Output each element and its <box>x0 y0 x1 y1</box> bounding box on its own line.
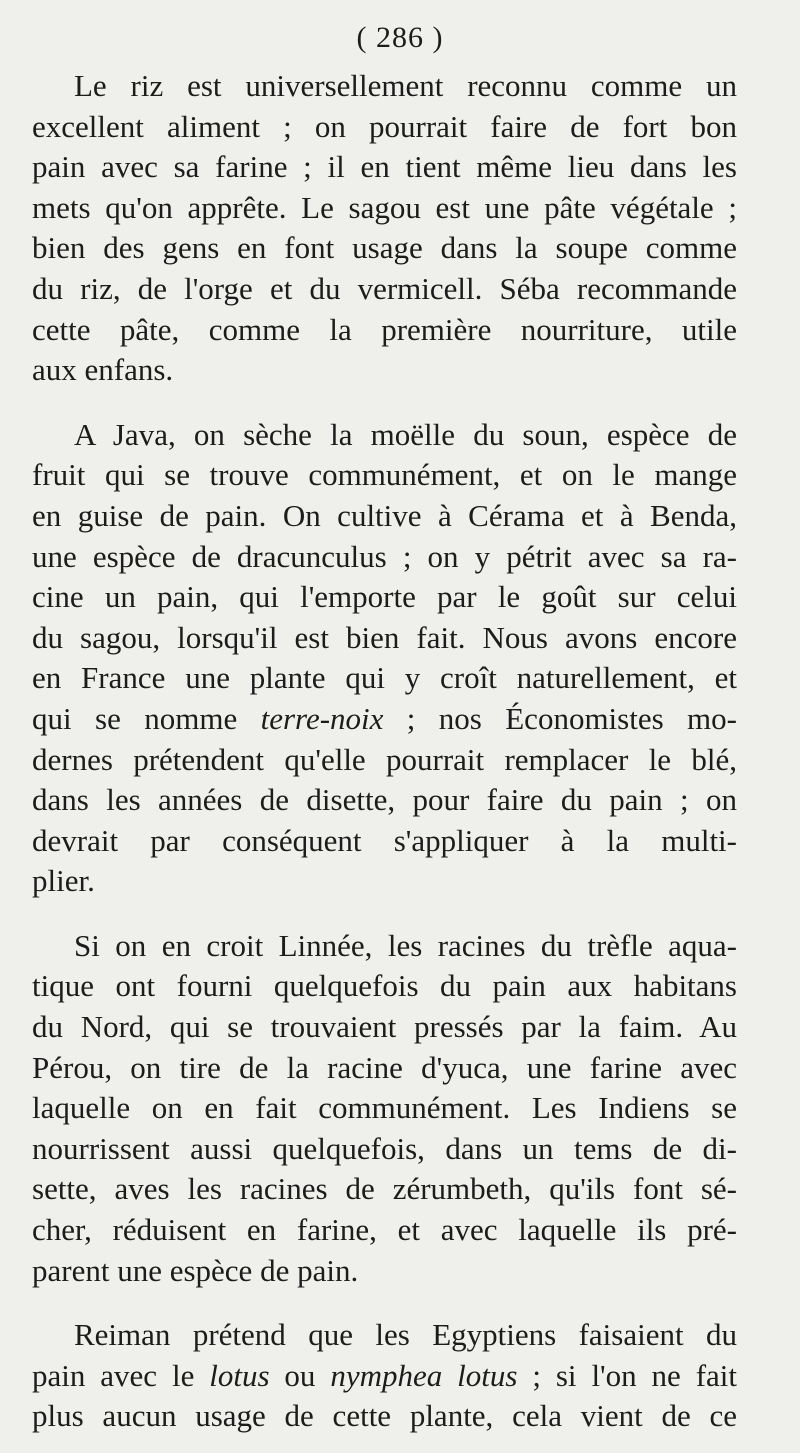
text-line: laquelle on en fait communément. Les Indiens se <box>32 1090 737 1126</box>
text-line <box>32 1356 737 1397</box>
page-number: ( 286 ) <box>356 21 444 54</box>
text-line: nourrissent aussi quelquefois, dans un tems de di- <box>32 1130 737 1166</box>
text-line: sette, aves les racines de zérumbeth, qu'ils font sé- <box>32 1171 737 1207</box>
text-line: en guise de pain. On cultive à Cérama et à Benda, <box>32 497 737 533</box>
text-line: A Java, on sèche la moëlle du soun, espèce de <box>74 416 737 452</box>
text-line: pain avec sa farine ; il en tient même lieu dans les <box>32 149 737 185</box>
text-line: cette pâte, comme la première nourriture, utile <box>32 311 737 347</box>
text-line: aux enfans. <box>32 352 174 388</box>
italic-term: terre-noix <box>260 700 384 736</box>
text-segment: pain avec le <box>32 1357 195 1393</box>
text-line: cher, réduisent en farine, et avec laquelle ils pré- <box>32 1212 737 1248</box>
text-line: en France une plante qui y croît naturellement, et <box>32 660 737 696</box>
text-line: Le riz est universellement reconnu comme un <box>74 68 737 103</box>
italic-term: nymphea lotus <box>330 1357 518 1393</box>
text-line: dans les années de disette, pour faire du pain ; on <box>32 782 737 818</box>
text-line: parent une espèce de pain. <box>32 1252 359 1288</box>
text-line: mets qu'on apprête. Le sagou est une pâte végétale ; <box>32 189 737 225</box>
text-line: plier. <box>32 863 95 899</box>
text-line: bien des gens en font usage dans la soupe comme <box>32 230 737 266</box>
text-line: excellent aliment ; on pourrait faire de fort bon <box>32 108 737 144</box>
italic-term: lotus <box>209 1357 270 1393</box>
text-line: cine un pain, qui l'emporte par le goût sur celui <box>32 579 737 615</box>
text-segment: ; nos Économistes mo- <box>383 700 737 736</box>
text-line: devrait par conséquent s'appliquer à la multi- <box>32 822 737 858</box>
text-line: fruit qui se trouve communément, et on le mange <box>32 457 737 493</box>
text-line: du Nord, qui se trouvaient pressés par la faim. Au <box>32 1009 737 1045</box>
text-line: Pérou, on tire de la racine d'yuca, une farine avec <box>32 1049 737 1085</box>
text-line: Reiman prétend que les Egyptiens faisaient du <box>74 1317 737 1353</box>
text-line: dernes prétendent qu'elle pourrait remplacer le blé, <box>32 741 737 777</box>
text-line: tique ont fourni quelquefois du pain aux habitans <box>32 968 737 1004</box>
text-line: Si on en croit Linnée, les racines du trèfle aqua- <box>74 927 737 963</box>
text-line <box>32 699 737 740</box>
text-line: du sagou, lorsqu'il est bien fait. Nous avons encore <box>32 619 737 655</box>
text-segment: ; si l'on ne fait <box>517 1357 738 1393</box>
text-line: du riz, de l'orge et du vermicell. Séba recommande <box>32 270 737 306</box>
text-line: une espèce de dracunculus ; on y pétrit avec sa ra- <box>32 538 737 574</box>
text-segment: qui se nomme <box>32 700 238 736</box>
text-segment: ou <box>269 1357 331 1393</box>
text-line: plus aucun usage de cette plante, cela vient de ce <box>32 1398 737 1434</box>
page-body <box>32 66 737 1437</box>
